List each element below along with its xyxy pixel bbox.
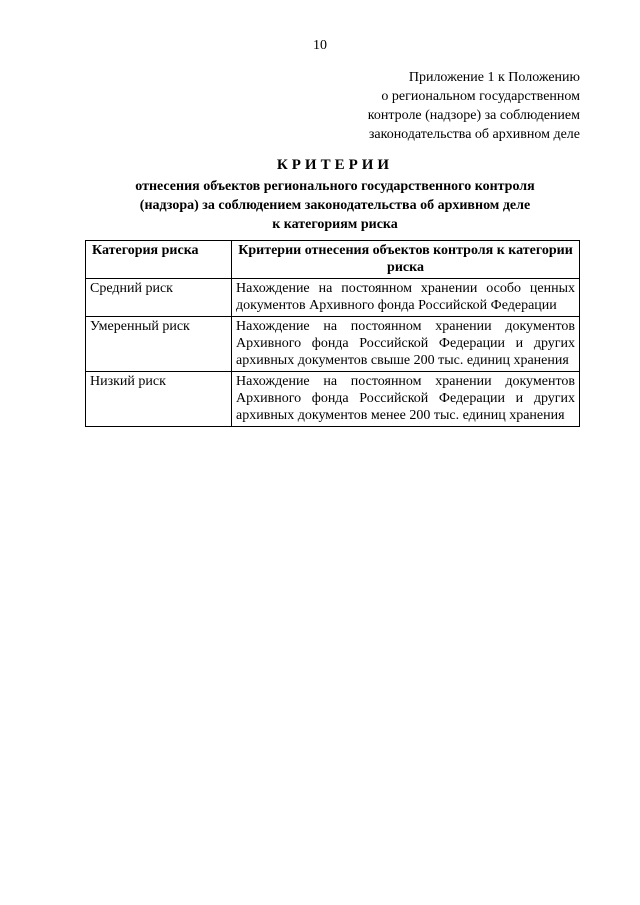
risk-category-cell: Средний риск xyxy=(86,279,232,317)
subtitle-line: отнесения объектов регионального государственного контроля xyxy=(135,179,535,194)
criteria-cell: Нахождение на постоянном хранении документов Архивного фонда Российской Федерации и других архивных документов свыше 200 тыс. единиц хранения xyxy=(232,317,580,372)
risk-criteria-table xyxy=(85,240,580,427)
risk-category-cell: Умеренный риск xyxy=(86,317,232,372)
table-row xyxy=(86,279,580,317)
subtitle-line: (надзора) за соблюдением законодательства об архивном деле xyxy=(139,198,531,213)
appendix-line: контроле (надзоре) за соблюдением xyxy=(367,108,580,123)
criteria-cell: Нахождение на постоянном хранении документов Архивного фонда Российской Федерации и других архивных документов менее 200 тыс. единиц хранения xyxy=(232,372,580,427)
header-risk-category: Категория риска xyxy=(86,241,232,279)
page-number: 10 xyxy=(313,38,327,53)
document-title: КРИТЕРИИ xyxy=(276,157,394,173)
criteria-cell: Нахождение на постоянном хранении особо ценных документов Архивного фонда Российской Федерации xyxy=(232,279,580,317)
appendix-line: Приложение 1 к Положению xyxy=(408,70,580,85)
header-criteria: Критерии отнесения объектов контроля к категории риска xyxy=(232,241,580,279)
table-row xyxy=(86,317,580,372)
appendix-line: о региональном государственном xyxy=(381,89,580,104)
document-subtitle xyxy=(0,177,640,234)
appendix-reference xyxy=(330,68,580,144)
subtitle-line: к категориям риска xyxy=(272,217,398,232)
risk-category-cell: Низкий риск xyxy=(86,372,232,427)
table-row xyxy=(86,372,580,427)
table-header-row xyxy=(86,241,580,279)
appendix-line: законодательства об архивном деле xyxy=(368,127,580,142)
